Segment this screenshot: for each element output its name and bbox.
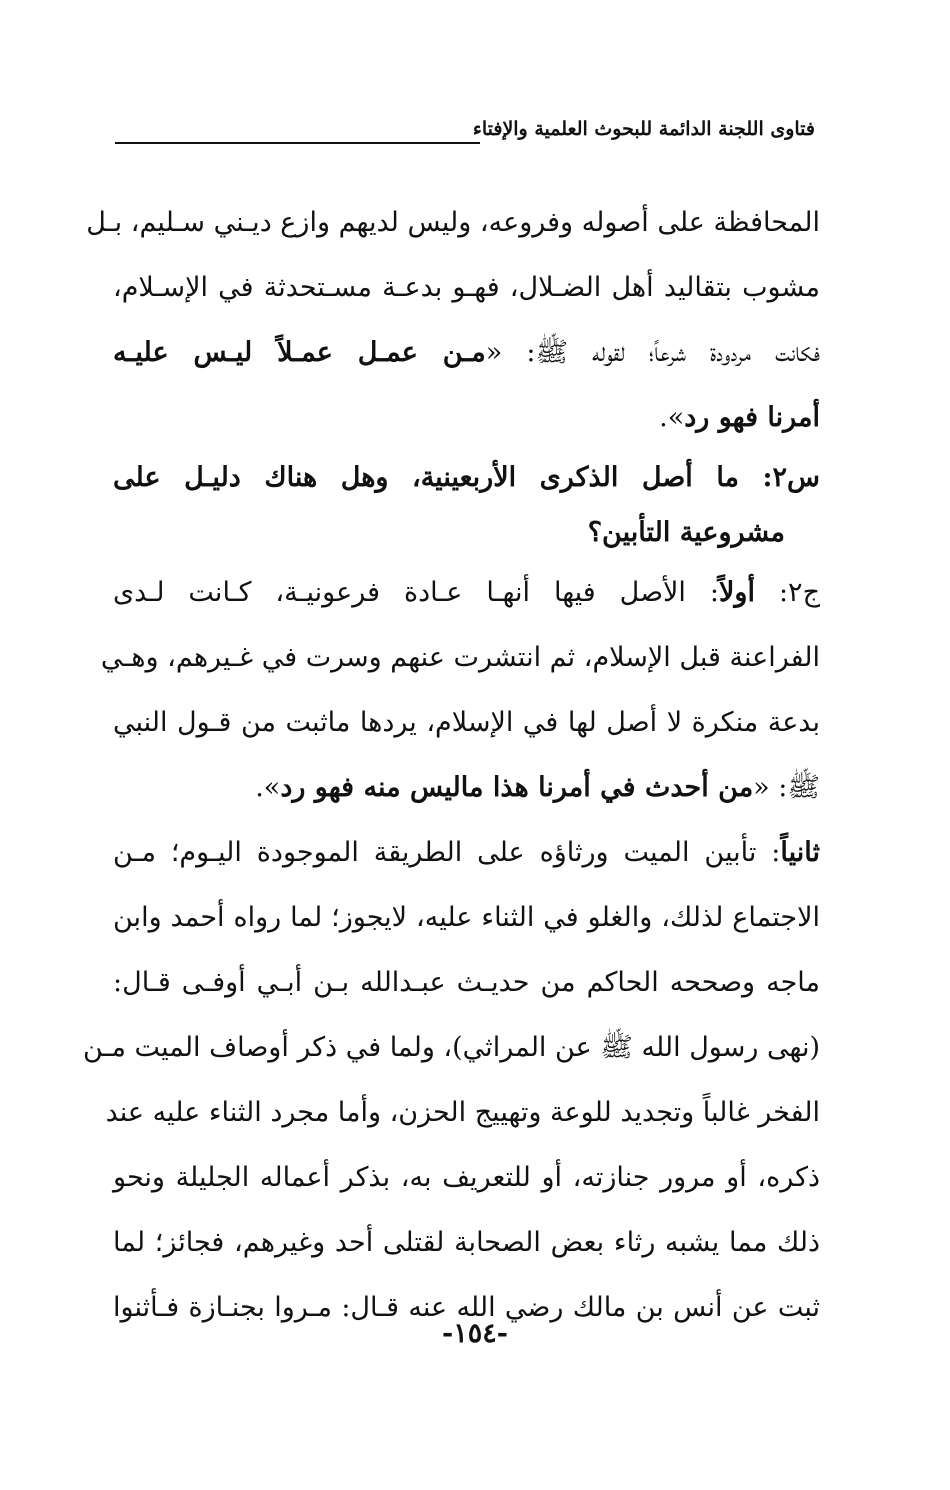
hadith-quote-start: مـن عمـل عمـلاً ليـس عليـه <box>113 337 486 368</box>
page-number: -١٥٤- <box>442 1318 508 1349</box>
answer2-label: ج٢: <box>754 577 820 608</box>
paragraph1-line-3 <box>113 320 820 385</box>
answer2-line-7: ماجه وصححه الحاكم من حديـث عبـدالله بـن أبـي أوفـى قـال: <box>113 967 820 998</box>
answer2-line-5 <box>113 820 820 885</box>
paragraph1-line-4-plain: ». <box>659 402 685 433</box>
paragraph1-line-1: المحافظة على أصوله وفروعه، وليس لديهم وازع ديـني سـليم، بـل <box>86 207 820 238</box>
answer2-line-12: ثبت عن أنس بن مالك رضي الله عنه قـال: مـروا بجنـازة فـأثنوا <box>113 1292 820 1323</box>
header-title: فتاوى اللجنة الدائمة للبحوث العلمية والإفتاء <box>472 118 815 140</box>
paragraph1-line-2: مشوب بتقاليد أهل الضـلال، فهـو بدعـة مسـتحدثة في الإسـلام، <box>113 272 820 303</box>
answer2-first-heading: أولاً <box>719 577 755 608</box>
paragraph1-line-3-plain: فكانت مردودة شرعاً؛ لقوله ﷺ: « <box>485 337 820 368</box>
answer2-second-heading: ثانياً <box>780 837 820 868</box>
question2-line-2 <box>113 505 820 560</box>
answer2-line-4 <box>113 755 820 820</box>
answer2-line-1-rest: : الأصل فيها أنهـا عـادة فرعونيـة، كـانت لـدى <box>113 577 720 608</box>
question2-line-1: س٢: ما أصل الذكرى الأربعينية، وهل هناك دليـل على <box>113 462 820 493</box>
answer2-line-3: بدعة منكرة لا أصل لها في الإسلام، يردها ماثبت من قـول النبي <box>113 707 820 738</box>
answer2-line-1 <box>113 560 820 625</box>
answer2-line-4-suffix: ». <box>255 772 281 803</box>
answer2-line-4-prefix: ﷺ: « <box>753 772 820 803</box>
running-header <box>115 112 815 152</box>
hadith-quote-2: من أحدث في أمرنا هذا ماليس منه فهو رد <box>280 772 754 803</box>
body-text <box>83 190 820 1340</box>
answer2-line-2: الفراعنة قبل الإسلام، ثم انتشرت عنهم وسرت في غـيرهم، وهـي <box>100 642 820 673</box>
hadith-quote-end: أمرنا فهو رد <box>684 402 820 433</box>
answer2-line-5-rest: : تأبين الميت ورثاؤه على الطريقة الموجودة اليـوم؛ مـن <box>113 837 781 868</box>
question2-line-2-text: مشروعية التأبين؟ <box>587 517 785 548</box>
header-rule <box>115 142 480 144</box>
answer2-line-9: الفخر غالباً وتجديد للوعة وتهييج الحزن، وأما مجرد الثناء عليه عند <box>105 1097 820 1128</box>
answer2-line-8: (نهى رسول الله ﷺ عن المراثي)، ولما في ذكر أوصاف الميت مـن <box>83 1032 820 1063</box>
answer2-line-6: الاجتماع لذلك، والغلو في الثناء عليه، لايجوز؛ لما رواه أحمد وابن <box>113 902 820 933</box>
answer2-line-11: ذلك مما يشبه رثاء بعض الصحابة لقتلى أحد وغيرهم، فجائز؛ لما <box>113 1227 820 1258</box>
answer2-line-10: ذكره، أو مرور جنازته، أو للتعريف به، بذكر أعماله الجليلة ونحو <box>113 1162 820 1193</box>
paragraph1-line-4 <box>113 385 820 450</box>
